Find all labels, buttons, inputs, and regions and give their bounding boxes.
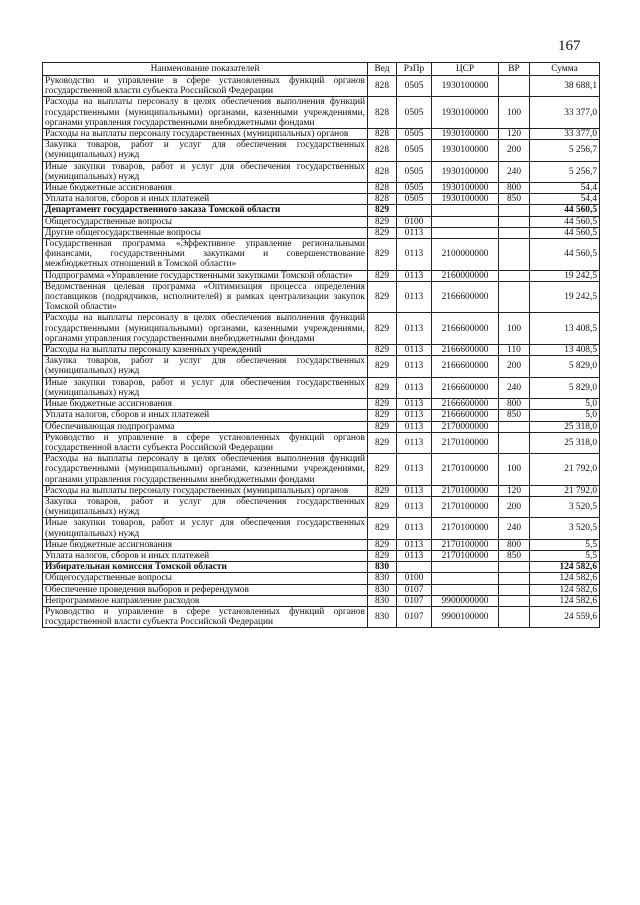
cell-csr: 2170100000	[432, 539, 499, 550]
cell-name: Иные бюджетные ассигнования	[43, 183, 368, 194]
cell-csr	[432, 227, 499, 238]
cell-name: Иные закупки товаров, работ и услуг для обеспечения государственных (муниципальных) нужд	[43, 518, 368, 539]
cell-rzpr: 0113	[397, 239, 432, 271]
cell-sum: 5 829,0	[530, 377, 600, 398]
cell-rzpr: 0113	[397, 539, 432, 550]
cell-ved: 829	[368, 205, 397, 216]
cell-csr: 2170100000	[432, 432, 499, 453]
table-header-row	[43, 63, 600, 76]
table-row	[43, 270, 600, 281]
table-row	[43, 496, 600, 517]
table-row	[43, 539, 600, 550]
cell-csr	[432, 573, 499, 584]
table-row	[43, 183, 600, 194]
cell-rzpr: 0505	[397, 129, 432, 140]
cell-name: Обеспечение проведения выборов и референдумов	[43, 584, 368, 595]
cell-rzpr: 0505	[397, 183, 432, 194]
cell-vr	[499, 281, 530, 313]
cell-ved: 829	[368, 227, 397, 238]
cell-csr: 2170100000	[432, 496, 499, 517]
cell-vr	[499, 227, 530, 238]
cell-sum: 38 688,1	[530, 76, 600, 97]
cell-csr: 9900000000	[432, 595, 499, 606]
cell-name: Общегосударственные вопросы	[43, 216, 368, 227]
cell-name: Уплата налогов, сборов и иных платежей	[43, 194, 368, 205]
cell-csr: 1930100000	[432, 97, 499, 129]
cell-rzpr: 0100	[397, 573, 432, 584]
cell-name: Обеспечивающая подпрограмма	[43, 421, 368, 432]
cell-vr	[499, 205, 530, 216]
cell-csr: 2166600000	[432, 399, 499, 410]
cell-name: Другие общегосударственные вопросы	[43, 227, 368, 238]
cell-name: Иные закупки товаров, работ и услуг для обеспечения государственных (муниципальных) нужд	[43, 377, 368, 398]
cell-name: Расходы на выплаты персоналу государственных (муниципальных) органов	[43, 485, 368, 496]
cell-vr: 200	[499, 140, 530, 161]
cell-name: Общегосударственные вопросы	[43, 573, 368, 584]
cell-name: Расходы на выплаты персоналу в целях обеспечения выполнения функций государственными (муниципальными) органами, казенными учреждениями, органами управления государственными внебюджетными фондами	[43, 454, 368, 486]
cell-csr	[432, 205, 499, 216]
cell-rzpr: 0505	[397, 194, 432, 205]
cell-csr: 1930100000	[432, 161, 499, 182]
cell-vr: 120	[499, 485, 530, 496]
cell-vr	[499, 584, 530, 595]
cell-rzpr: 0113	[397, 410, 432, 421]
table-row	[43, 454, 600, 486]
cell-ved: 829	[368, 345, 397, 356]
cell-name: Иные бюджетные ассигнования	[43, 539, 368, 550]
cell-csr	[432, 584, 499, 595]
cell-rzpr: 0113	[397, 377, 432, 398]
cell-name: Расходы на выплаты персоналу в целях обеспечения выполнения функций государственными (муниципальными) органами, казенными учреждениями, органами управления государственными внебюджетными фондами	[43, 97, 368, 129]
cell-vr: 120	[499, 129, 530, 140]
cell-rzpr: 0113	[397, 227, 432, 238]
cell-rzpr: 0113	[397, 432, 432, 453]
cell-name: Подпрограмма «Управление государственными закупками Томской области»	[43, 270, 368, 281]
table-row	[43, 216, 600, 227]
cell-vr: 200	[499, 356, 530, 377]
cell-rzpr: 0505	[397, 161, 432, 182]
cell-sum: 5 256,7	[530, 161, 600, 182]
cell-csr: 2166600000	[432, 356, 499, 377]
cell-ved: 829	[368, 356, 397, 377]
header-ved: Вед	[368, 63, 397, 76]
cell-csr: 2170100000	[432, 454, 499, 486]
table-row	[43, 313, 600, 345]
table-row	[43, 227, 600, 238]
header-vr: ВР	[499, 63, 530, 76]
cell-vr	[499, 270, 530, 281]
cell-vr: 100	[499, 454, 530, 486]
cell-csr: 1930100000	[432, 129, 499, 140]
cell-sum: 13 408,5	[530, 313, 600, 345]
cell-sum: 124 582,6	[530, 573, 600, 584]
cell-rzpr: 0113	[397, 421, 432, 432]
cell-csr: 2170100000	[432, 485, 499, 496]
table-row	[43, 562, 600, 573]
cell-name: Уплата налогов, сборов и иных платежей	[43, 550, 368, 561]
cell-ved: 829	[368, 432, 397, 453]
cell-ved: 829	[368, 410, 397, 421]
table-row	[43, 97, 600, 129]
cell-name: Руководство и управление в сфере установленных функций органов государственной власти субъекта Российской Федерации	[43, 76, 368, 97]
cell-ved: 829	[368, 518, 397, 539]
cell-csr: 1930100000	[432, 194, 499, 205]
cell-vr: 240	[499, 377, 530, 398]
cell-sum: 44 560,5	[530, 227, 600, 238]
cell-csr: 2170000000	[432, 421, 499, 432]
cell-ved: 828	[368, 183, 397, 194]
cell-ved: 828	[368, 97, 397, 129]
cell-name: Ведомственная целевая программа «Оптимизация процесса определения поставщиков (подрядчиков, исполнителей) в рамках централизации закупок Томской области»	[43, 281, 368, 313]
cell-sum: 44 560,5	[530, 216, 600, 227]
cell-name: Уплата налогов, сборов и иных платежей	[43, 410, 368, 421]
cell-sum: 5 829,0	[530, 356, 600, 377]
header-name: Наименование показателей	[43, 63, 368, 76]
cell-name: Департамент государственного заказа Томской области	[43, 205, 368, 216]
cell-ved: 828	[368, 76, 397, 97]
cell-name: Закупка товаров, работ и услуг для обеспечения государственных (муниципальных) нужд	[43, 356, 368, 377]
table-row	[43, 76, 600, 97]
cell-rzpr: 0107	[397, 584, 432, 595]
cell-csr	[432, 216, 499, 227]
cell-ved: 829	[368, 216, 397, 227]
cell-sum: 124 582,6	[530, 562, 600, 573]
cell-name: Избирательная комиссия Томской области	[43, 562, 368, 573]
cell-csr: 1930100000	[432, 183, 499, 194]
cell-sum: 5 256,7	[530, 140, 600, 161]
cell-sum: 13 408,5	[530, 345, 600, 356]
table-row	[43, 518, 600, 539]
cell-ved: 829	[368, 485, 397, 496]
cell-csr: 9900100000	[432, 606, 499, 627]
table-row	[43, 377, 600, 398]
cell-rzpr: 0113	[397, 345, 432, 356]
cell-ved: 830	[368, 562, 397, 573]
cell-name: Закупка товаров, работ и услуг для обеспечения государственных (муниципальных) нужд	[43, 140, 368, 161]
cell-ved: 829	[368, 377, 397, 398]
cell-name: Непрограммное направление расходов	[43, 595, 368, 606]
cell-sum: 33 377,0	[530, 129, 600, 140]
cell-ved: 829	[368, 539, 397, 550]
cell-name: Руководство и управление в сфере установленных функций органов государственной власти субъекта Российской Федерации	[43, 432, 368, 453]
cell-vr: 240	[499, 518, 530, 539]
cell-ved: 829	[368, 399, 397, 410]
cell-vr	[499, 432, 530, 453]
budget-table	[42, 62, 600, 628]
cell-name: Закупка товаров, работ и услуг для обеспечения государственных (муниципальных) нужд	[43, 496, 368, 517]
table-row	[43, 129, 600, 140]
cell-name: Государственная программа «Эффективное управление региональными финансами, государственными закупками и совершенствование межбюджетных отношений в Томской области»	[43, 239, 368, 271]
cell-ved: 829	[368, 454, 397, 486]
table-row	[43, 345, 600, 356]
cell-vr	[499, 76, 530, 97]
cell-sum: 3 520,5	[530, 496, 600, 517]
table-row	[43, 140, 600, 161]
cell-rzpr: 0113	[397, 270, 432, 281]
cell-vr	[499, 573, 530, 584]
cell-sum: 124 582,6	[530, 595, 600, 606]
cell-rzpr: 0505	[397, 140, 432, 161]
table-row	[43, 432, 600, 453]
cell-sum: 44 560,5	[530, 205, 600, 216]
table-row	[43, 584, 600, 595]
cell-rzpr	[397, 205, 432, 216]
table-row	[43, 356, 600, 377]
cell-name: Иные закупки товаров, работ и услуг для обеспечения государственных (муниципальных) нужд	[43, 161, 368, 182]
cell-vr: 240	[499, 161, 530, 182]
cell-ved: 829	[368, 421, 397, 432]
cell-rzpr: 0113	[397, 454, 432, 486]
cell-ved: 829	[368, 496, 397, 517]
table-body	[43, 76, 600, 628]
cell-vr: 100	[499, 97, 530, 129]
table-row	[43, 194, 600, 205]
cell-vr: 200	[499, 496, 530, 517]
cell-sum: 5,5	[530, 539, 600, 550]
cell-sum: 5,0	[530, 399, 600, 410]
cell-csr: 2166600000	[432, 345, 499, 356]
cell-sum: 21 792,0	[530, 485, 600, 496]
cell-vr	[499, 239, 530, 271]
cell-rzpr: 0113	[397, 496, 432, 517]
cell-sum: 5,0	[530, 410, 600, 421]
cell-sum: 25 318,0	[530, 432, 600, 453]
cell-vr	[499, 562, 530, 573]
cell-sum: 3 520,5	[530, 518, 600, 539]
cell-csr: 2166600000	[432, 313, 499, 345]
cell-vr: 850	[499, 410, 530, 421]
cell-rzpr: 0100	[397, 216, 432, 227]
cell-rzpr: 0113	[397, 281, 432, 313]
cell-vr: 100	[499, 313, 530, 345]
table-row	[43, 161, 600, 182]
cell-rzpr	[397, 562, 432, 573]
cell-ved: 830	[368, 584, 397, 595]
cell-csr: 2166600000	[432, 281, 499, 313]
cell-name: Расходы на выплаты персоналу в целях обеспечения выполнения функций государственными (муниципальными) органами, казенными учреждениями, органами управления государственными внебюджетными фондами	[43, 313, 368, 345]
cell-csr: 2166600000	[432, 377, 499, 398]
table-row	[43, 485, 600, 496]
cell-sum: 25 318,0	[530, 421, 600, 432]
cell-ved: 830	[368, 606, 397, 627]
cell-sum: 33 377,0	[530, 97, 600, 129]
cell-sum: 44 560,5	[530, 239, 600, 271]
table-row	[43, 595, 600, 606]
header-rzpr: РзПр	[397, 63, 432, 76]
table-row	[43, 239, 600, 271]
cell-rzpr: 0113	[397, 399, 432, 410]
table-row	[43, 606, 600, 627]
cell-rzpr: 0113	[397, 518, 432, 539]
cell-ved: 828	[368, 129, 397, 140]
cell-vr	[499, 216, 530, 227]
cell-vr	[499, 421, 530, 432]
table-row	[43, 410, 600, 421]
cell-csr: 1930100000	[432, 140, 499, 161]
cell-vr	[499, 595, 530, 606]
cell-vr: 850	[499, 194, 530, 205]
cell-rzpr: 0107	[397, 595, 432, 606]
page-number: 167	[558, 38, 581, 54]
cell-csr: 2100000000	[432, 239, 499, 271]
cell-csr: 2170100000	[432, 518, 499, 539]
cell-ved: 829	[368, 270, 397, 281]
cell-name: Расходы на выплаты персоналу казенных учреждений	[43, 345, 368, 356]
cell-sum: 5,5	[530, 550, 600, 561]
table-row	[43, 573, 600, 584]
cell-ved: 829	[368, 281, 397, 313]
cell-csr: 2166600000	[432, 410, 499, 421]
cell-rzpr: 0113	[397, 356, 432, 377]
cell-csr: 2170100000	[432, 550, 499, 561]
cell-rzpr: 0113	[397, 550, 432, 561]
cell-name: Расходы на выплаты персоналу государственных (муниципальных) органов	[43, 129, 368, 140]
cell-vr: 800	[499, 539, 530, 550]
cell-sum: 24 559,6	[530, 606, 600, 627]
cell-ved: 828	[368, 161, 397, 182]
cell-rzpr: 0113	[397, 485, 432, 496]
cell-ved: 830	[368, 573, 397, 584]
table-row	[43, 399, 600, 410]
cell-vr: 800	[499, 183, 530, 194]
cell-csr: 2160000000	[432, 270, 499, 281]
cell-ved: 828	[368, 194, 397, 205]
cell-rzpr: 0113	[397, 313, 432, 345]
cell-name: Руководство и управление в сфере установленных функций органов государственной власти субъекта Российской Федерации	[43, 606, 368, 627]
cell-rzpr: 0505	[397, 76, 432, 97]
cell-ved: 829	[368, 239, 397, 271]
cell-csr	[432, 562, 499, 573]
cell-sum: 54,4	[530, 183, 600, 194]
table-row	[43, 550, 600, 561]
cell-ved: 829	[368, 313, 397, 345]
cell-name: Иные бюджетные ассигнования	[43, 399, 368, 410]
table-row	[43, 205, 600, 216]
table-row	[43, 421, 600, 432]
cell-vr: 800	[499, 399, 530, 410]
cell-sum: 19 242,5	[530, 281, 600, 313]
cell-ved: 830	[368, 595, 397, 606]
cell-sum: 21 792,0	[530, 454, 600, 486]
cell-ved: 829	[368, 550, 397, 561]
cell-rzpr: 0107	[397, 606, 432, 627]
cell-rzpr: 0505	[397, 97, 432, 129]
header-sum: Сумма	[530, 63, 600, 76]
cell-sum: 19 242,5	[530, 270, 600, 281]
cell-sum: 54,4	[530, 194, 600, 205]
header-csr: ЦСР	[432, 63, 499, 76]
cell-vr	[499, 606, 530, 627]
cell-csr: 1930100000	[432, 76, 499, 97]
table-row	[43, 281, 600, 313]
cell-vr: 850	[499, 550, 530, 561]
cell-vr: 110	[499, 345, 530, 356]
cell-ved: 828	[368, 140, 397, 161]
cell-sum: 124 582,6	[530, 584, 600, 595]
